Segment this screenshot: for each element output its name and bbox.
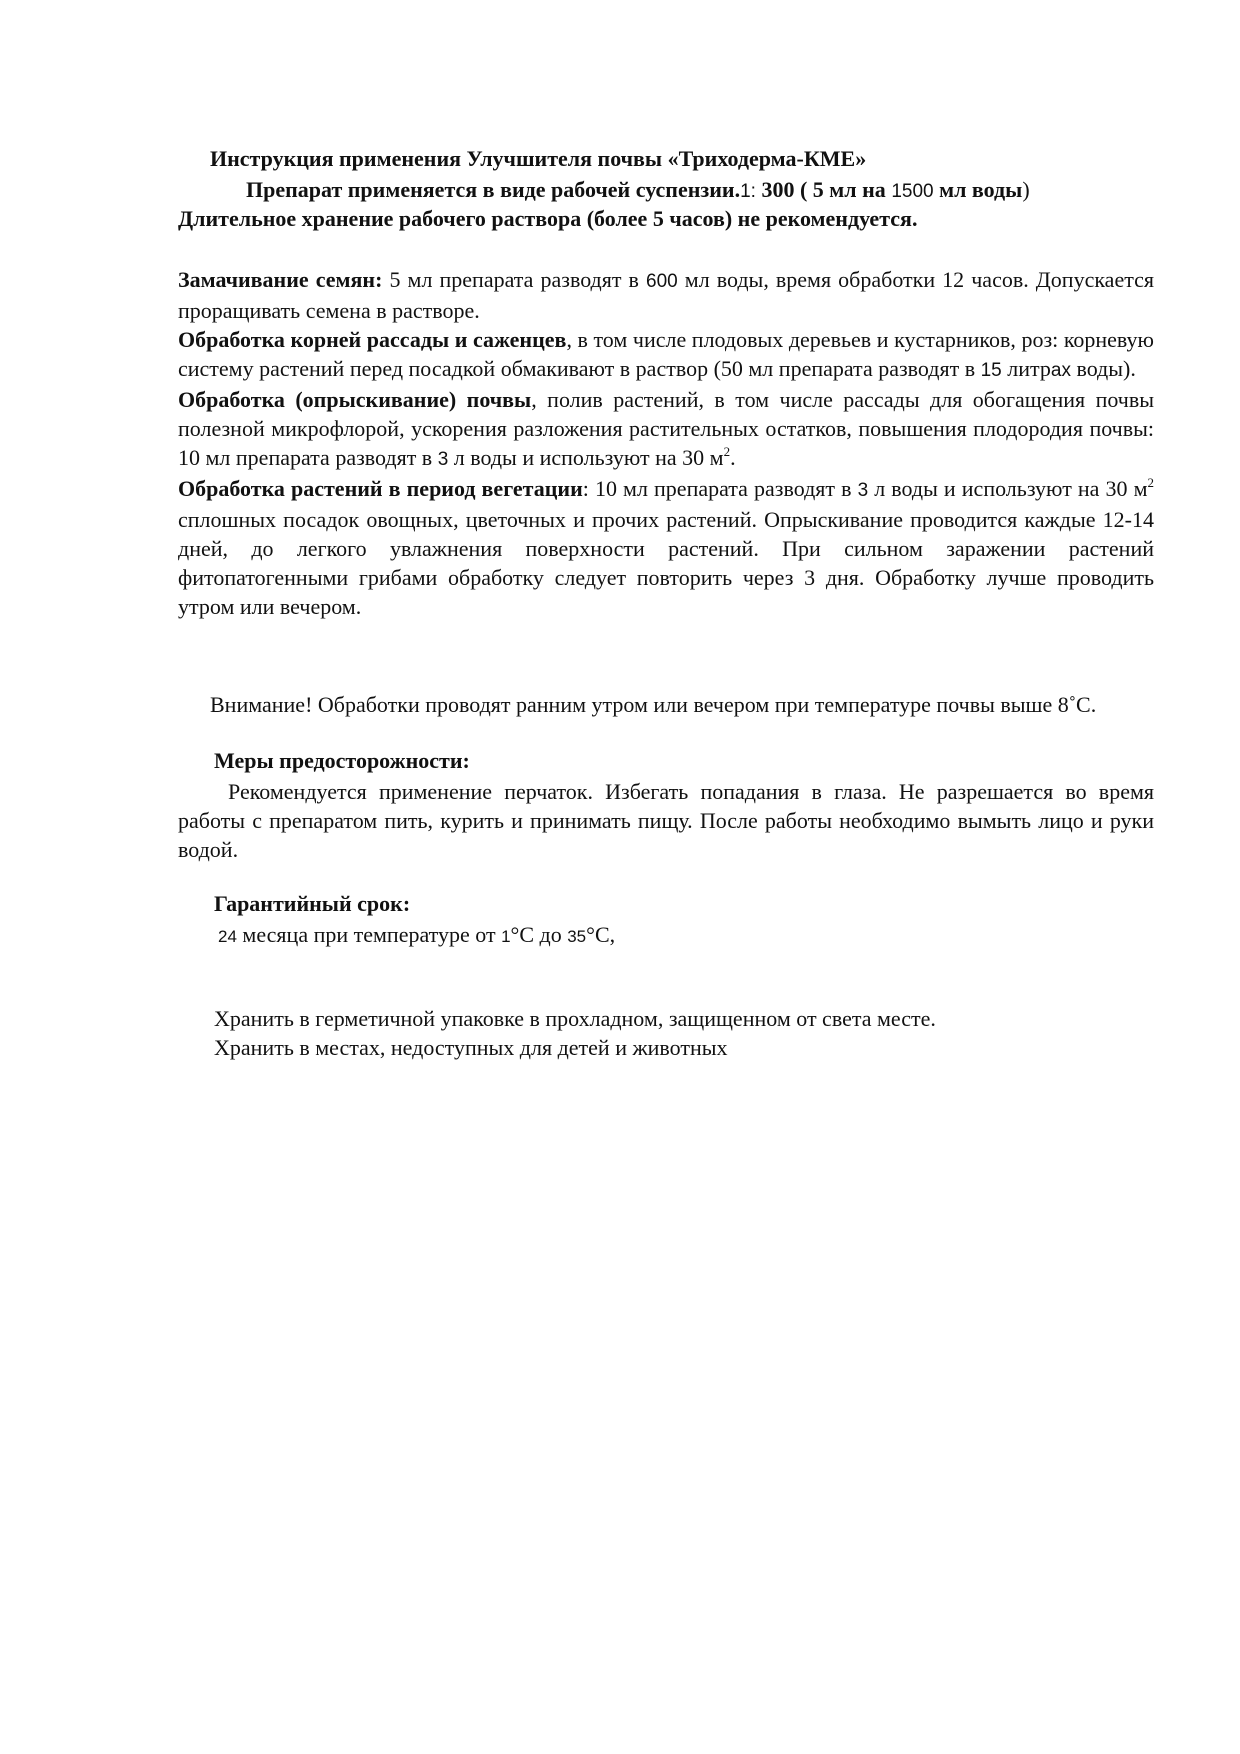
warranty-months: 24 bbox=[218, 927, 237, 946]
subtitle-mid: ( 5 мл на bbox=[794, 177, 892, 202]
warranty-t-min: 1 bbox=[501, 927, 511, 946]
soaking-heading: Замачивание семян: bbox=[178, 267, 383, 292]
usage-subtitle bbox=[246, 177, 1030, 203]
subtitle-prefix: Препарат применяется в виде рабочей суспензии. bbox=[246, 177, 741, 202]
warranty-line: 24 месяца при температуре от 1°С до 35°С, bbox=[218, 922, 616, 947]
soil-liters: 3 bbox=[437, 449, 449, 470]
storage-line-2: Хранить в местах, недоступных для детей и животных bbox=[214, 1035, 728, 1060]
soil-heading: Обработка (опрыскивание) почвы bbox=[178, 387, 532, 412]
document-title: Инструкция применения Улучшителя почвы «Триходерма-КМЕ» bbox=[210, 146, 867, 171]
roots-heading: Обработка корней рассады и саженцев bbox=[178, 327, 567, 352]
soil-paragraph: Обработка (опрыскивание) почвы, полив растений, в том числе рассады для обогащения почвы полезной микрофлорой, ускорения разложения растительных остатков, повышения плодородия почвы: 10 мл препарата разводят в 3 л воды и используют на 30 $м^2$. bbox=[178, 387, 1155, 470]
warranty-t-max: 35 bbox=[567, 927, 587, 946]
attention-note: Внимание! Обработки проводят ранним утром или вечером при температуре почвы выше 8˚С. bbox=[210, 692, 1097, 717]
vegetation-liters: 3 bbox=[857, 480, 869, 501]
roots-paragraph: Обработка корней рассады и саженцев, в том числе плодовых деревьев и кустарников, роз: корневую систему растений перед посадкой обмакивают в раствор (50 мл препарата разводят в 15 литрах воды). bbox=[178, 327, 1154, 381]
roots-liters: 15 bbox=[980, 360, 1002, 381]
precautions-heading: Меры предосторожности: bbox=[214, 748, 470, 773]
storage-line-1: Хранить в герметичной упаковке в прохладном, защищенном от света месте. bbox=[214, 1006, 936, 1031]
subtitle-close: ) bbox=[1022, 177, 1030, 202]
subtitle-suffix: мл воды bbox=[933, 177, 1023, 202]
vegetation-heading: Обработка растений в период вегетации bbox=[178, 476, 583, 501]
soaking-paragraph: Замачивание семян: 5 мл препарата разводят в 600 мл воды, время обработки 12 часов. Допускается проращивать семена в растворе. bbox=[178, 267, 1154, 323]
instructions-block bbox=[178, 265, 1154, 621]
precautions-text: Рекомендуется применение перчаток. Избегать попадания в глаза. Не разрешается во время работы с препаратом пить, курить и принимать пищу. После работы необходимо вымыть лицо и руки водой. bbox=[178, 779, 1154, 862]
subtitle-ratio-a: 1: bbox=[740, 181, 756, 202]
vegetation-paragraph: Обработка растений в период вегетации: 10 мл препарата разводят в 3 л воды и используют на 30 $м^2$ сплошных посадок овощных, цветочных и прочих растений. Опрыскивание проводится каждые 12-14 дней, до легкого увлажнения поверхности растений. При сильном заражении растений фитопатогенными грибами обработку следует повторить через 3 дня. Обработку лучше проводить утром или вечером. bbox=[178, 475, 1154, 619]
subtitle-ratio-b: 300 bbox=[755, 177, 795, 202]
storage-warning: Длительное хранение рабочего раствора (более 5 часов) не рекомендуется. bbox=[178, 206, 918, 231]
soaking-water-ml: 600 bbox=[646, 271, 678, 292]
warranty-heading: Гарантийный срок: bbox=[214, 891, 411, 916]
subtitle-volume: 1500 bbox=[891, 181, 934, 202]
